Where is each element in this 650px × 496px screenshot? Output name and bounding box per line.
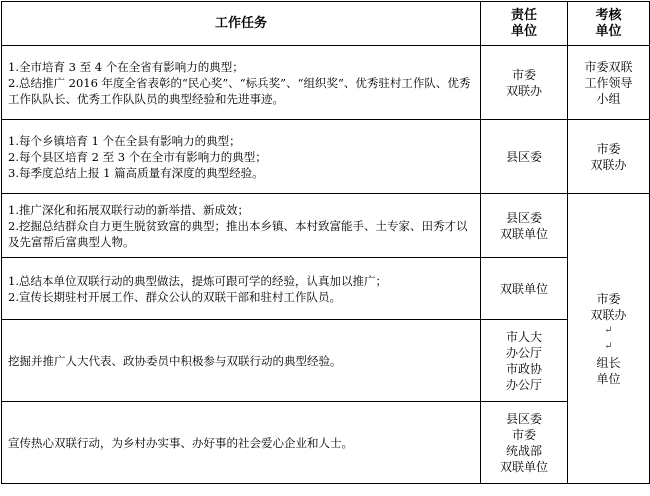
responsible-cell: 市委 双联办 — [481, 46, 568, 120]
table-row — [2, 120, 650, 194]
evaluation-cell: 市委双联 工作领导 小组 — [568, 46, 650, 120]
header-evaluation: 考核 单位 — [568, 2, 650, 46]
responsible-cell: 县区委 — [481, 120, 568, 194]
header-responsible: 责任 单位 — [481, 2, 568, 46]
table-row — [2, 194, 650, 258]
evaluation-cell: 市委 双联办 — [568, 120, 650, 194]
table-row — [2, 402, 650, 484]
header-row — [2, 2, 650, 46]
responsible-cell: 市人大 办公厅 市政协 办公厅 — [481, 320, 568, 402]
task-cell: 1.全市培育 3 至 4 个在全省有影响力的典型； 2.总结推广 2016 年度全省表彰的“民心奖”、“标兵奖”、“组织奖”、优秀驻村工作队、优秀工作队队长、优秀工作队队员的典型经验和先进事迹。 — [2, 46, 481, 120]
table-row — [2, 46, 650, 120]
responsible-cell: 双联单位 — [481, 258, 568, 320]
task-cell: 1.推广深化和拓展双联行动的新举措、新成效； 2.挖掘总结群众自力更生脱贫致富的典型；推出本乡镇、本村致富能手、土专家、田秀才以及先富帮后富典型人物。 — [2, 194, 481, 258]
task-cell: 挖掘并推广人大代表、政协委员中积极参与双联行动的典型经验。 — [2, 320, 481, 402]
responsible-cell: 县区委 双联单位 — [481, 194, 568, 258]
table-row — [2, 320, 650, 402]
task-cell: 1.每个乡镇培育 1 个在全县有影响力的典型； 2.每个县区培育 2 至 3 个在全市有影响力的典型； 3.每季度总结上报 1 篇高质量有深度的典型经验。 — [2, 120, 481, 194]
task-table — [1, 1, 650, 484]
table-row — [2, 258, 650, 320]
evaluation-merged-cell: 市委 双联办 ↵ ↵ 组长 单位 — [568, 194, 650, 484]
task-cell: 宣传热心双联行动，为乡村办实事、办好事的社会爱心企业和人士。 — [2, 402, 481, 484]
responsible-cell: 县区委 市委 统战部 双联单位 — [481, 402, 568, 484]
task-cell: 1.总结本单位双联行动的典型做法，提炼可跟可学的经验，认真加以推广； 2.宣传长期驻村开展工作、群众公认的双联干部和驻村工作队员。 — [2, 258, 481, 320]
header-task: 工作任务 — [2, 2, 481, 46]
